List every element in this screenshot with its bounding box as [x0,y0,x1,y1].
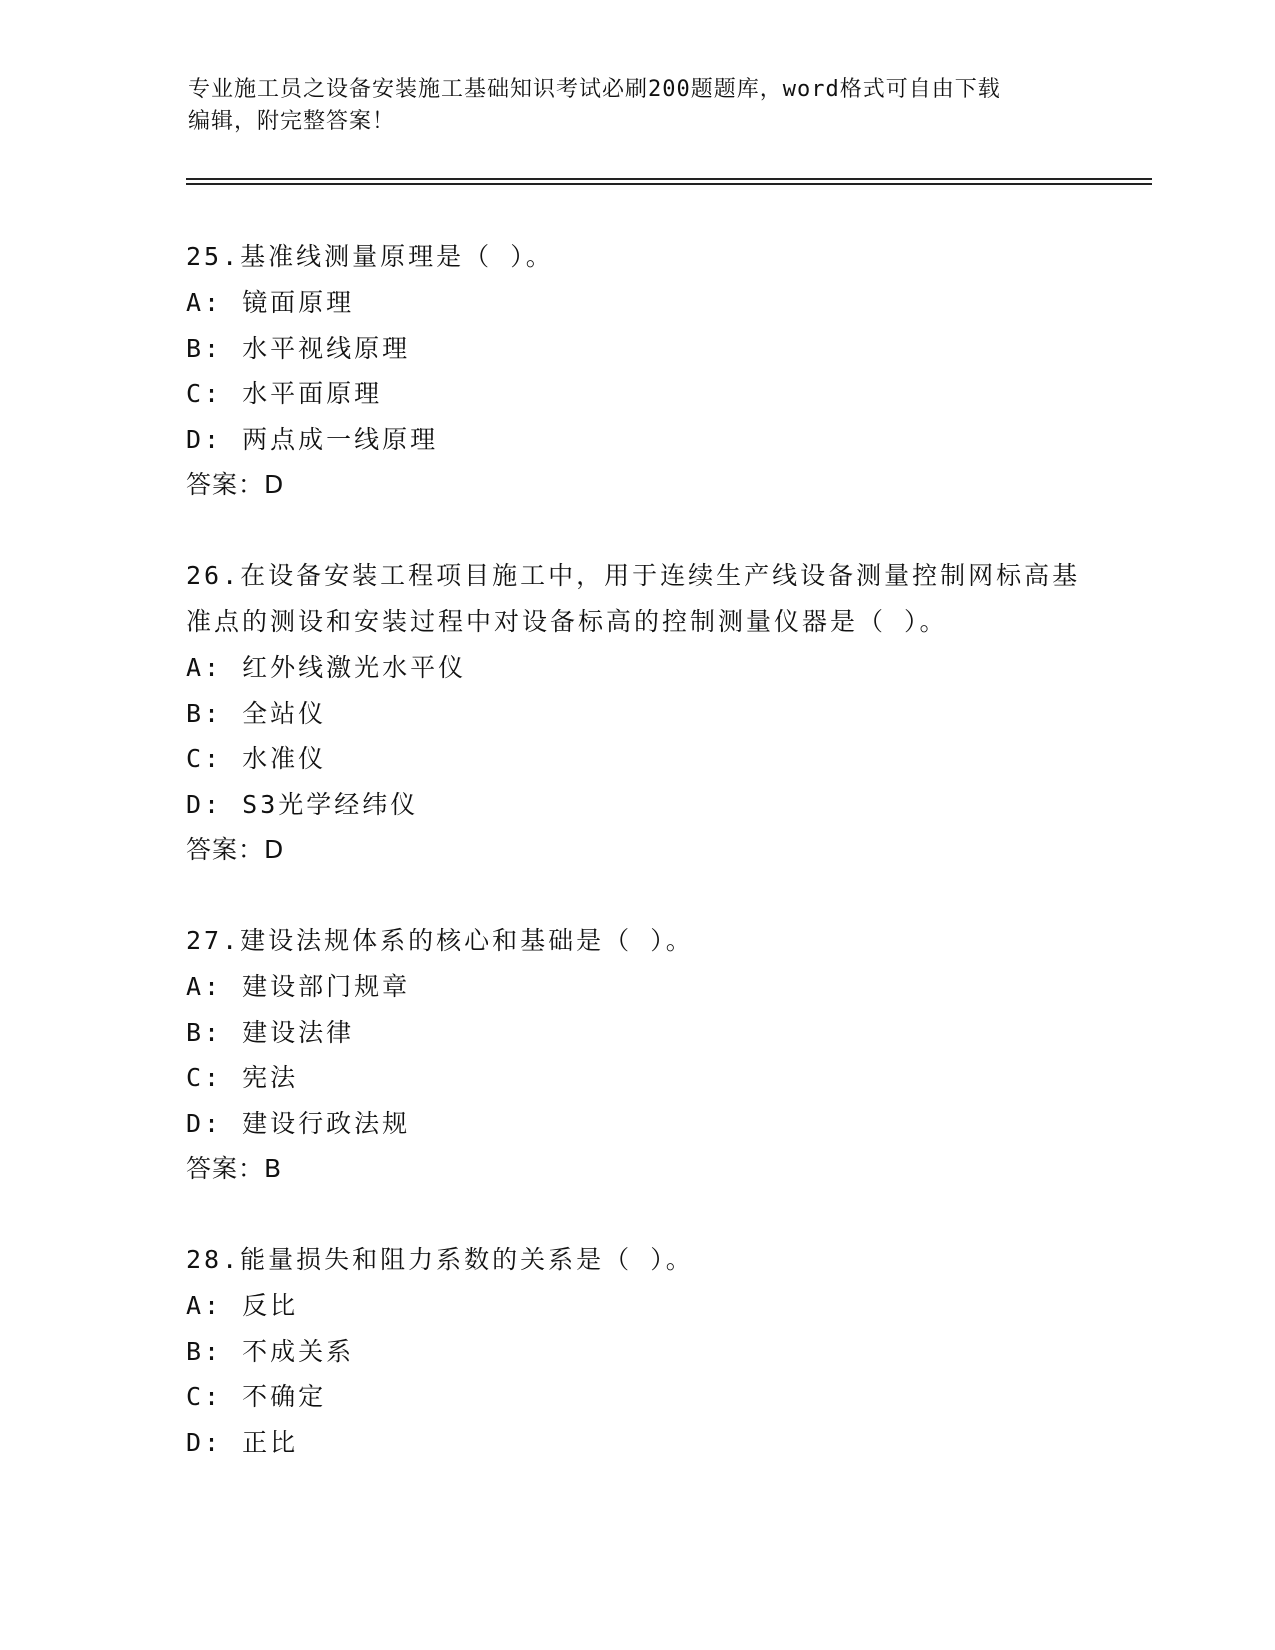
option-a [186,645,1086,691]
option-label: B: [186,333,223,363]
option-label: C: [186,1063,223,1092]
question-stem: 27.建设法规体系的核心和基础是（ ）。 [186,926,694,955]
document-header [188,74,1088,138]
option-text: 不成关系 [242,1336,355,1366]
option-text: 反比 [242,1291,299,1320]
answer-line: 答案：B [186,1154,283,1183]
option-text: 建设部门规章 [242,972,411,1001]
option-text: 正比 [242,1427,299,1457]
option-label: C: [186,379,223,408]
question-27 [186,918,1086,1191]
option-text: 建设法律 [242,1017,355,1047]
option-d [186,417,1086,463]
option-text: 两点成一线原理 [242,424,439,454]
option-label: D: [186,1108,223,1138]
option-label: A: [186,972,223,1001]
option-label: C: [186,744,223,773]
option-b [186,1010,1086,1056]
option-label: B: [186,698,223,728]
option-text: 水准仪 [242,744,327,773]
option-label: A: [186,288,223,317]
answer-line: 答案：D [186,835,285,864]
option-text: 全站仪 [242,698,327,728]
option-a [186,964,1086,1010]
question-26 [186,553,1086,872]
option-c [186,1374,1086,1420]
option-text: 建设行政法规 [242,1108,411,1138]
option-c [186,371,1086,417]
question-list [186,234,1086,1511]
question-28 [186,1237,1086,1465]
option-c [186,736,1086,782]
option-a [186,280,1086,326]
option-a [186,1283,1086,1329]
answer-line: 答案：D [186,470,285,499]
option-label: A: [186,1291,223,1320]
option-label: A: [186,653,223,682]
question-stem: 28.能量损失和阻力系数的关系是（ ）。 [186,1245,694,1274]
option-d [186,1420,1086,1466]
option-b [186,326,1086,372]
option-label: D: [186,424,223,454]
header-title-line-1: 专业施工员之设备安装施工基础知识考试必刷200题题库，word格式可自由下载 [188,77,1001,102]
option-label: C: [186,1382,223,1411]
question-25 [186,234,1086,507]
option-text: 水平视线原理 [242,333,411,363]
option-label: B: [186,1336,223,1366]
option-d [186,782,1086,828]
header-title-line-2: 编辑，附完整答案！ [188,109,396,134]
question-stem: 25.基准线测量原理是（ ）。 [186,242,554,271]
option-b [186,691,1086,737]
option-b [186,1329,1086,1375]
option-label: D: [186,1427,223,1457]
option-c [186,1055,1086,1101]
option-d [186,1101,1086,1147]
option-text: S3光学经纬仪 [242,789,419,819]
option-text: 水平面原理 [242,379,383,408]
header-divider-bottom [186,183,1152,185]
option-text: 红外线激光水平仪 [242,653,467,682]
option-text: 不确定 [242,1382,327,1411]
option-label: B: [186,1017,223,1047]
option-text: 镜面原理 [242,288,355,317]
question-stem: 26.在设备安装工程项目施工中，用于连续生产线设备测量控制网标高基准点的测设和安装过程中对设备标高的控制测量仪器是（ ）。 [186,561,1081,636]
option-text: 宪法 [242,1063,299,1092]
header-divider-top [186,178,1152,180]
option-label: D: [186,789,223,819]
